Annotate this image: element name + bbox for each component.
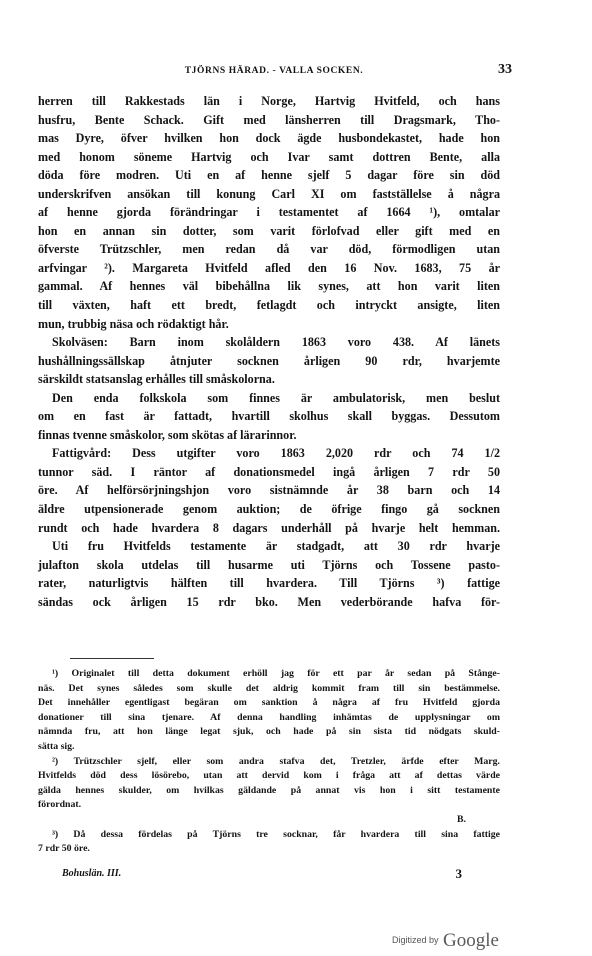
text-line: mun, trubbig näsa och rödaktigt hår. xyxy=(38,316,229,331)
text-line: finnas tvenne småskolor, som skötas af lärarinnor. xyxy=(38,427,297,442)
text-line: sändas ock årligen 15 rdr bko. Men vederbörande hafva för- xyxy=(38,594,500,609)
text-line: arfvingar ²). Margareta Hvitfeld afled den 16 Nov. 1683, 75 år xyxy=(38,260,500,275)
footnote-line: 7 rdr 50 öre. xyxy=(38,843,90,855)
text-line: till växten, haft ett bredt, fetlagdt och intryckt ansigte, liten xyxy=(38,298,500,313)
footnote-divider xyxy=(70,658,154,659)
text-line: gammal. Af hennes väl bibehållna lik synes, att hon varit liten xyxy=(38,279,500,294)
page-number: 33 xyxy=(498,62,512,77)
text-line: hushållningssällskap åtnjuter socknen årligen 90 rdr, hvarjemte xyxy=(38,353,500,368)
footnote-line: donationer till sina tjenare. Af denna handling inhämtas de upplysningar om xyxy=(38,711,500,723)
text-line: äldre utpensionerade genom auktion; de öfrige fingo gå socknen xyxy=(38,502,500,517)
footnote-line: ¹) Originalet till detta dokument erhöll jag för ett par år sedan på Stånge- xyxy=(52,668,500,679)
text-line: om en fast är fattadt, hvartill skolhus skall byggas. Dessutom xyxy=(38,409,500,424)
digitized-label: Digitized by xyxy=(392,935,439,945)
page-header xyxy=(40,62,512,82)
text-line: Den enda folkskola som finnes är ambulatorisk, men beslut xyxy=(52,390,500,405)
footnotes xyxy=(38,667,500,857)
text-line: öre. Af helförsörjningshjon voro sistnämnde år 38 barn och 14 xyxy=(38,483,500,498)
footnote-line: gälda hennes skulder, om hvilkas gäldande på annat vis hon i sitt testamente xyxy=(38,784,500,796)
footnote-line: ³) Då dessa fördelas på Tjörns tre socknar, får hvardera till sina fattige xyxy=(52,828,500,840)
text-line: rater, naturligtvis hälften till hvardera. Till Tjörns ³) fattige xyxy=(38,576,500,591)
text-line: med honom söneme Hartvig och Ivar samt dottren Bente, alla xyxy=(38,149,500,164)
sheet-number: 3 xyxy=(455,866,462,881)
text-line: af henne gjorda förändringar i testamentet af 1664 ¹), omtalar xyxy=(38,205,500,220)
footnote-line: Hvitfelds död dess lösörebo, utan att dervid kom i fråga att af dettas värde xyxy=(38,770,500,782)
text-line: husfru, Bente Schack. Gift med länsherren till Dragsmark, Tho- xyxy=(38,112,500,127)
google-logo: Google xyxy=(442,930,499,951)
footnote-line: näs. Det synes således som skulle det aldrig kommit fram till sin bestämmelse. xyxy=(38,682,500,694)
text-line: särskildt statsanslag erhålles till småskolorna. xyxy=(38,372,275,387)
text-line: Uti fru Hvitfelds testamente är stadgadt, att 30 rdr hvarje xyxy=(52,539,500,554)
footnote-line: ²) Trützschler sjelf, eller som andra stafva det, Tretzler, ärfde efter Marg. xyxy=(52,755,500,767)
footnote-line: Det innehåller egentligast begäran om sanktion å några af fru Hvitfeld gjorda xyxy=(38,697,500,709)
running-title: TJÖRNS HÄRAD. - VALLA SOCKEN. xyxy=(184,66,364,76)
text-line: rundt och hade hvardera 8 dagars underhåll på hvarje helt hemman. xyxy=(38,520,500,535)
text-line: tunnor säd. I räntor af donationsmedel ingå årligen 7 rdr 50 xyxy=(38,464,500,479)
text-line: Skolväsen: Barn inom skolåldern 1863 voro 438. Af länets xyxy=(52,335,500,350)
footnote-line: sätta sig. xyxy=(38,740,75,752)
text-line: julafton skola utdelas till husarme uti Tjörns och Tossene pasto- xyxy=(38,557,500,572)
text-line: döda före modren. Uti en af henne sjelf 5 dagar före sin död xyxy=(38,168,500,183)
footnote-signature: B. xyxy=(457,813,466,825)
signature-mark: Bohuslän. III. xyxy=(62,868,122,879)
text-line: herren till Rakkestads län i Norge, Hartvig Hvitfeld, och hans xyxy=(38,94,500,108)
body-text xyxy=(38,92,500,611)
text-line: underskrifven ansökan till konung Carl XI om fastställelse å några xyxy=(38,186,500,201)
text-line: öfverste Trützschler, men redan då var död, förmodligen utan xyxy=(38,242,500,257)
text-line: hon en annan sin dotter, som varit förlofvad eller gift med en xyxy=(38,223,500,238)
page-footer xyxy=(62,866,462,884)
digitized-by-watermark xyxy=(392,930,499,952)
text-line: Fattigvård: Dess utgifter voro 1863 2,020 rdr och 74 1/2 xyxy=(52,446,500,461)
footnote-line: nämnda fru, att hon länge legat sjuk, och hade på sin sista tid nödgats skuld- xyxy=(38,726,500,738)
text-line: mas Dyre, öfver hvilken hon dock ägde husbondekastet, hade hon xyxy=(38,131,500,146)
footnote-line: förordnat. xyxy=(38,799,82,811)
